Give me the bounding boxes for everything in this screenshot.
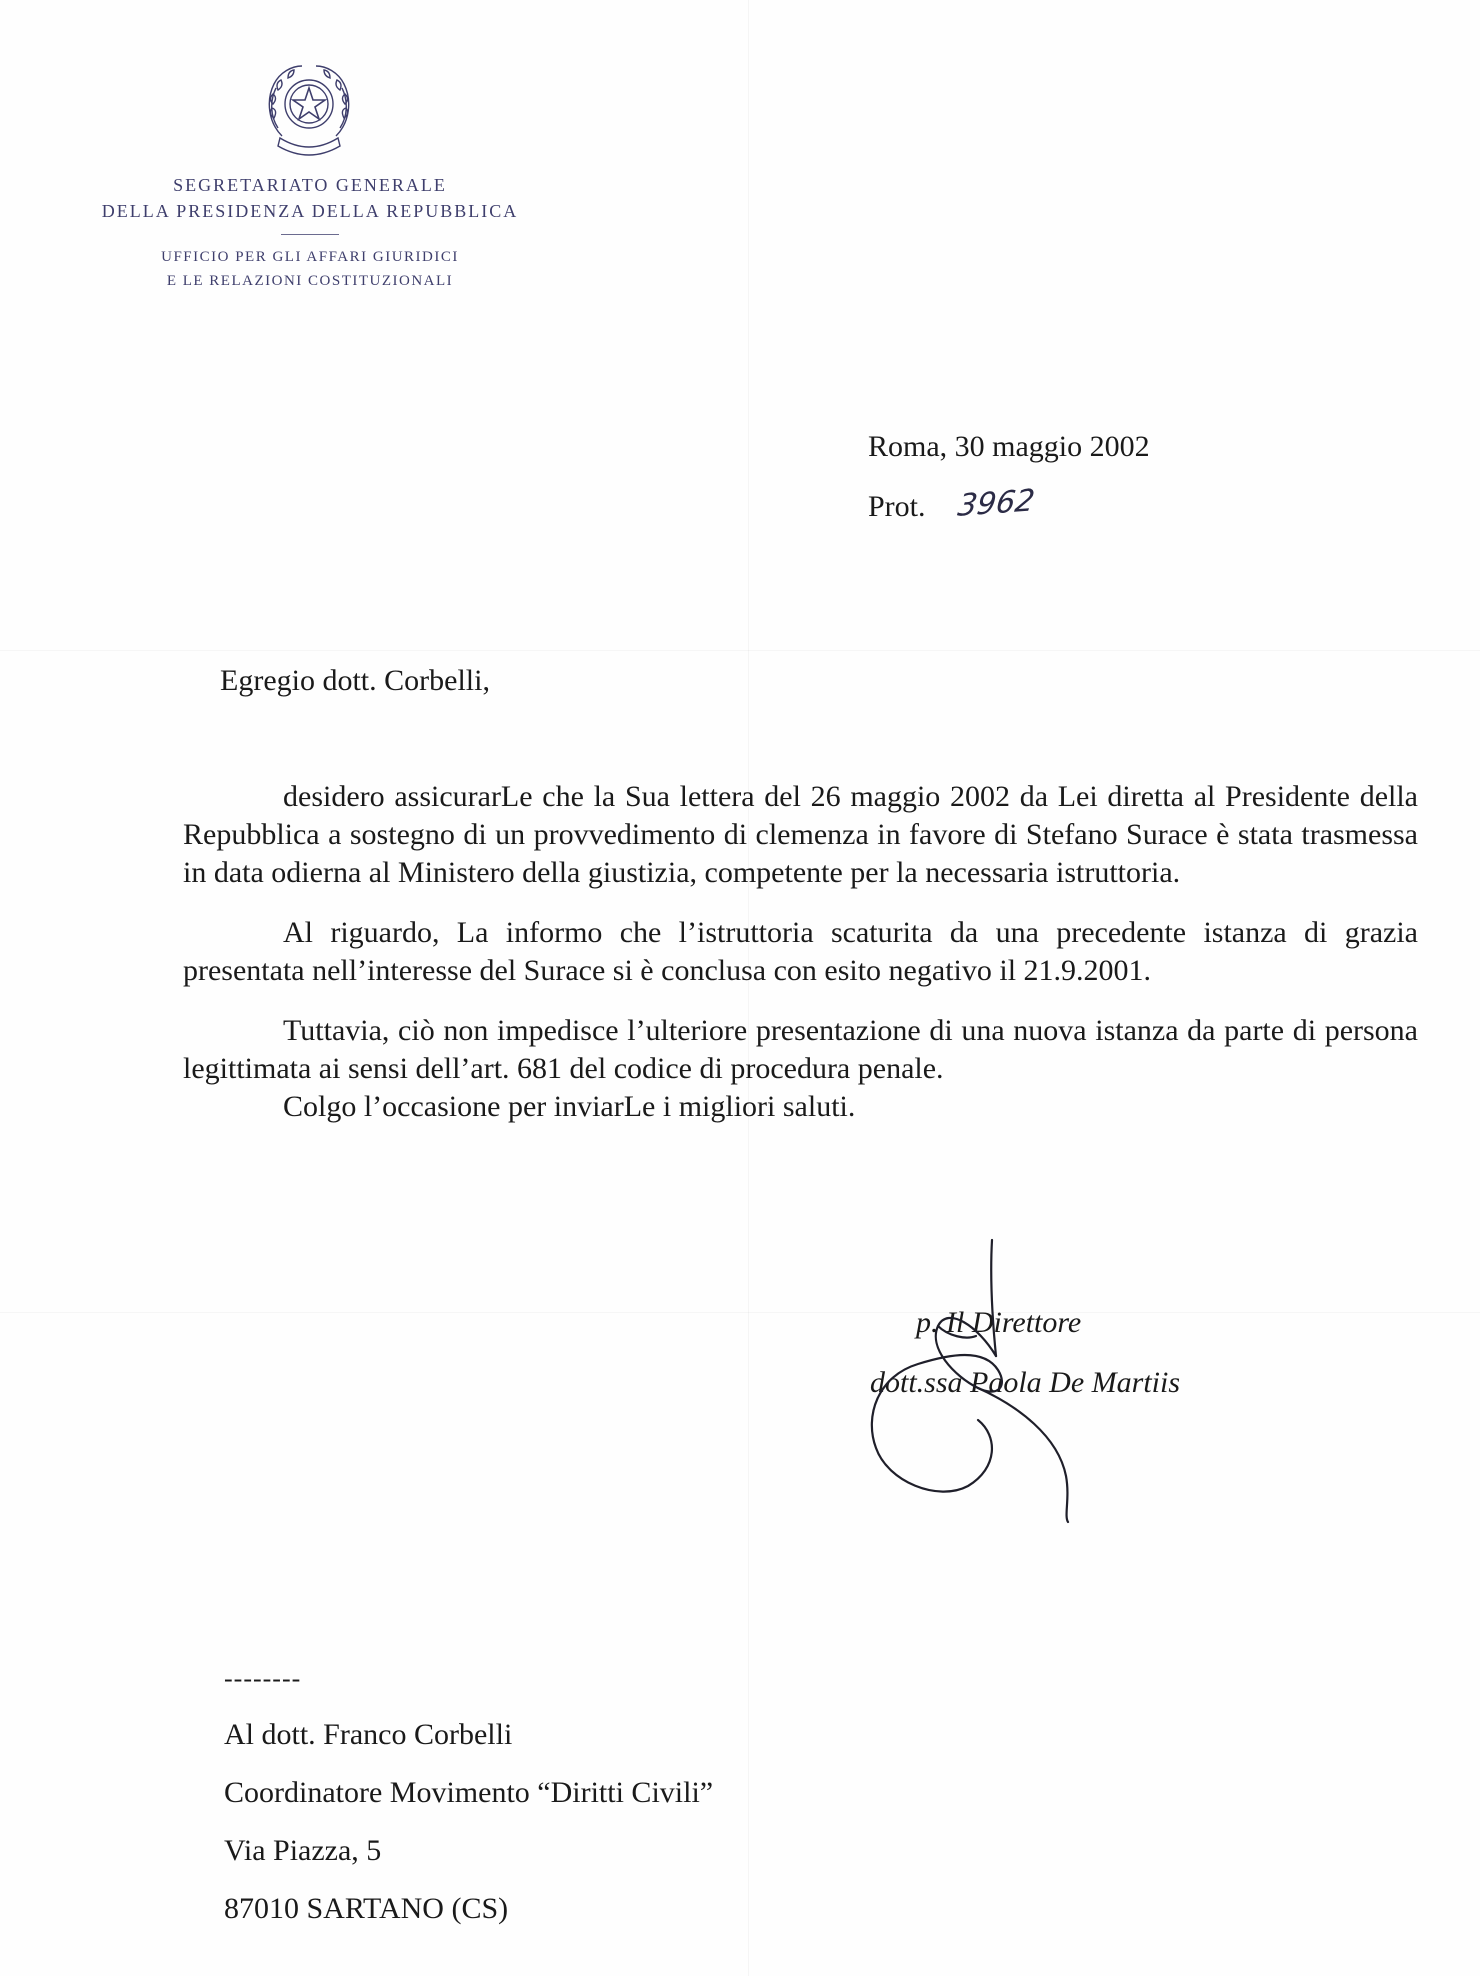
fold-line-horizontal-top [0,650,1480,651]
signature-title: p. Il Direttore [916,1306,1082,1339]
fold-line-horizontal-bottom [0,1312,1480,1313]
addressee-street: Via Piazza, 5 [224,1834,382,1867]
salutation: Egregio dott. Corbelli, [220,664,490,697]
letterhead [0,172,620,293]
letter-date: Roma, 30 maggio 2002 [868,430,1150,463]
body-paragraph-4: Colgo l’occasione per inviarLe i migliori saluti. [283,1090,856,1123]
republic-emblem-icon [262,58,356,164]
letter-body [183,778,1418,1126]
handwritten-signature-icon [858,1236,1098,1536]
letterhead-divider [281,234,339,235]
signature-name: dott.ssa Paola De Martiis [870,1366,1181,1399]
address-separator: -------- [224,1664,302,1693]
protocol-number-handwritten: 3962 [955,483,1037,524]
addressee-city: 87010 SARTANO (CS) [224,1892,509,1925]
protocol-label: Prot. [868,490,926,523]
letterhead-line-4: E LE RELAZIONI COSTITUZIONALI [166,273,454,289]
body-paragraph-3: Tuttavia, ciò non impedisce l’ulteriore presentazione di una nuova istanza da parte di persona legittimata ai sensi dell’art. 681 del codice di procedura penale. [183,1014,1418,1085]
addressee-name: Al dott. Franco Corbelli [224,1718,513,1751]
letterhead-line-1: SEGRETARIATO GENERALE [173,175,447,195]
letterhead-line-2: DELLA PRESIDENZA DELLA REPUBBLICA [101,201,519,221]
letterhead-line-3: UFFICIO PER GLI AFFARI GIURIDICI [161,249,459,265]
addressee-role: Coordinatore Movimento “Diritti Civili” [224,1776,714,1809]
body-paragraph-1: desidero assicurarLe che la Sua lettera del 26 maggio 2002 da Lei diretta al Presidente della Repubblica a sostegno di un provvedimento di clemenza in favore di Stefano Surace è stata trasmessa in data odierna al Ministero della giustizia, competente per la necessaria istruttoria. [183,780,1418,889]
body-paragraph-2: Al riguardo, La informo che l’istruttoria scaturita da una precedente istanza di grazia presentata nell’interesse del Surace si è conclusa con esito negativo il 21.9.2001. [183,916,1418,987]
